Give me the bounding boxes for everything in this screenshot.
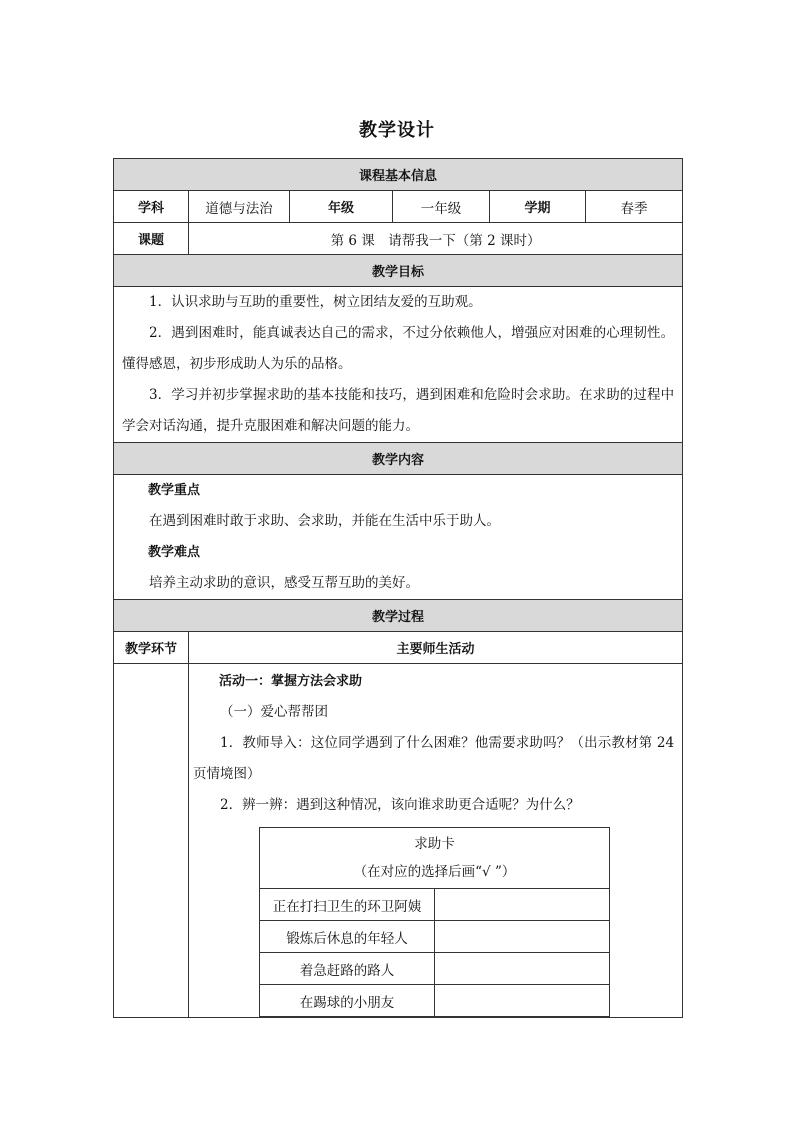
help-card-instruction: （在对应的选择后画“√ ”） xyxy=(353,864,516,880)
document-title: 教学设计 xyxy=(359,120,435,141)
term-label: 学期 xyxy=(490,191,586,223)
help-card-header xyxy=(260,828,610,889)
grade-value: 一年级 xyxy=(393,191,490,223)
basic-info-header: 课程基本信息 xyxy=(114,159,683,191)
help-option-label: 着急赶路的路人 xyxy=(260,953,435,985)
activity-cell xyxy=(189,664,683,1018)
key-point-label: 教学重点 xyxy=(148,483,201,498)
lesson-plan-table xyxy=(113,158,683,1018)
subject-value: 道德与法治 xyxy=(189,191,290,223)
objectives-body xyxy=(114,287,683,443)
content-body xyxy=(114,475,683,600)
stage-cell xyxy=(114,664,189,1018)
difficulty-label: 教学难点 xyxy=(148,545,201,560)
content-header: 教学内容 xyxy=(114,443,683,475)
grade-label: 年级 xyxy=(290,191,393,223)
help-option-label: 锻炼后休息的年轻人 xyxy=(260,921,435,953)
help-option-check[interactable] xyxy=(435,921,610,953)
difficulty-text: 培养主动求助的意识，感受互帮互助的美好。 xyxy=(149,575,419,591)
help-option-label: 在踢球的小朋友 xyxy=(260,985,435,1017)
objectives-header: 教学目标 xyxy=(114,255,683,287)
help-option-check[interactable] xyxy=(435,953,610,985)
activity-step: 2．辨一辨：遇到这种情况，该向谁求助更合适呢？为什么？ xyxy=(220,797,580,813)
activity-step: 1．教师导入：这位同学遇到了什么困难？他需要求助吗？（出示教材第 24 页情境图） xyxy=(193,735,675,782)
objective-item: 1．认识求助与互助的重要性，树立团结友爱的互助观。 xyxy=(149,294,482,310)
lesson-label: 课题 xyxy=(114,223,189,255)
activity-section: （一）爱心帮帮团 xyxy=(220,704,328,720)
key-point-text: 在遇到困难时敢于求助、会求助，并能在生活中乐于助人。 xyxy=(149,513,500,529)
help-option-label: 正在打扫卫生的环卫阿姨 xyxy=(260,889,435,921)
process-header: 教学过程 xyxy=(114,600,683,632)
lesson-value: 第 6 课 请帮我一下（第 2 课时） xyxy=(189,223,683,255)
help-card-title: 求助卡 xyxy=(414,836,455,852)
objective-item: 2．遇到困难时，能真诚表达自己的需求，不过分依赖他人，增强应对困难的心理韧性。懂得感恩，初步形成助人为乐的品格。 xyxy=(122,325,675,372)
objective-item: 3．学习并初步掌握求助的基本技能和技巧，遇到困难和危险时会求助。在求助的过程中学会对话沟通，提升克服困难和解决问题的能力。 xyxy=(122,387,675,434)
activity-title: 活动一：掌握方法会求助 xyxy=(219,674,363,689)
term-value: 春季 xyxy=(586,191,683,223)
stage-column-header: 教学环节 xyxy=(114,632,189,664)
help-card-table xyxy=(259,827,610,1017)
subject-label: 学科 xyxy=(114,191,189,223)
activity-column-header: 主要师生活动 xyxy=(189,632,683,664)
help-option-check[interactable] xyxy=(435,889,610,921)
help-option-check[interactable] xyxy=(435,985,610,1017)
